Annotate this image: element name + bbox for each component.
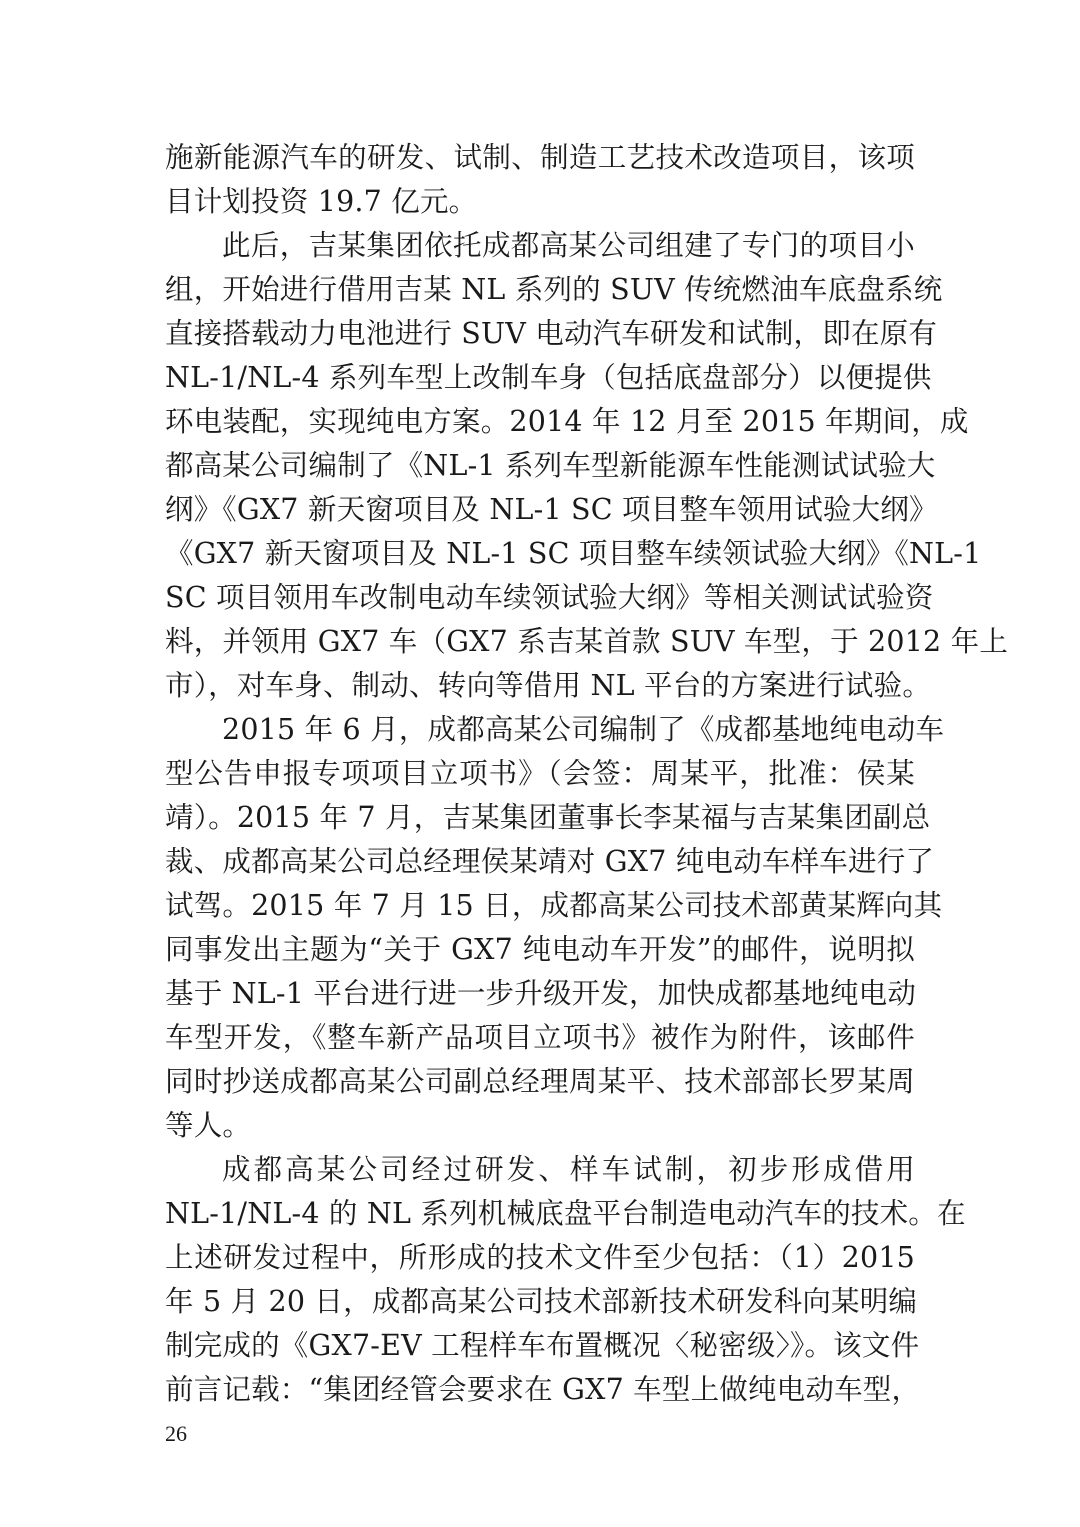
text-line: 前言记载：“集团经管会要求在 GX7 车型上做纯电动车型， [165,1373,921,1406]
text-line: NL-1/NL-4 系列车型上改制车身（包括底盘部分）以便提供 [165,361,932,394]
text-line: 成都高某公司经过研发、样车试制，初步形成借用 [222,1153,915,1186]
text-line: 料，并领用 GX7 车（GX7 系吉某首款 SUV 车型，于 2012 年上 [165,625,1009,658]
text-line: 施新能源汽车的研发、试制、制造工艺技术改造项目，该项 [165,141,915,174]
text-line: 同时抄送成都高某公司副总经理周某平、技术部部长罗某周 [165,1065,915,1098]
text-line: 靖）。2015 年 7 月，吉某集团董事长李某福与吉某集团副总 [165,801,931,834]
page-number: 26 [165,1421,187,1446]
text-line: 车型开发，《整车新产品项目立项书》被作为附件，该邮件 [165,1021,915,1054]
text-line: 年 5 月 20 日，成都高某公司技术部新技术研发科向某明编 [165,1285,918,1318]
text-line: 纲》《GX7 新天窗项目及 NL-1 SC 项目整车领用试验大纲》 [165,493,938,526]
text-line: 组，开始进行借用吉某 NL 系列的 SUV 传统燃油车底盘系统 [165,273,943,306]
text-line: 《GX7 新天窗项目及 NL-1 SC 项目整车续领试验大纲》《NL-1 [165,537,982,570]
text-line: 直接搭载动力电池进行 SUV 电动汽车研发和试制，即在原有 [165,317,938,350]
text-line: 制完成的《GX7-EV 工程样车布置概况〈秘密级〉》。该文件 [165,1329,920,1362]
text-line: 此后，吉某集团依托成都高某公司组建了专门的项目小 [222,229,915,262]
text-line: 基于 NL-1 平台进行进一步升级开发，加快成都基地纯电动 [165,977,917,1010]
text-line: NL-1/NL-4 的 NL 系列机械底盘平台制造电动汽车的技术。在 [165,1197,966,1230]
text-line: 市），对车身、制动、转向等借用 NL 平台的方案进行试验。 [165,669,932,702]
text-line: SC 项目领用车改制电动车续领试验大纲》等相关测试试验资 [165,581,934,614]
text-line: 上述研发过程中，所形成的技术文件至少包括：（1）2015 [165,1241,915,1274]
text-line: 2015 年 6 月，成都高某公司编制了《成都基地纯电动车 [222,713,945,746]
text-line: 裁、成都高某公司总经理侯某靖对 GX7 纯电动车样车进行了 [165,845,935,878]
text-line: 都高某公司编制了《NL-1 系列车型新能源车性能测试试验大 [165,449,936,482]
text-line: 环电装配，实现纯电方案。2014 年 12 月至 2015 年期间，成 [165,405,969,438]
text-line: 等人。 [165,1109,252,1142]
text-line: 试驾。2015 年 7 月 15 日，成都高某公司技术部黄某辉向其 [165,889,943,922]
text-line: 同事发出主题为“关于 GX7 纯电动车开发”的邮件，说明拟 [165,933,915,966]
text-line: 目计划投资 19.7 亿元。 [165,185,478,218]
text-line: 型公告申报专项项目立项书》（会签：周某平，批准：侯某 [165,757,915,790]
